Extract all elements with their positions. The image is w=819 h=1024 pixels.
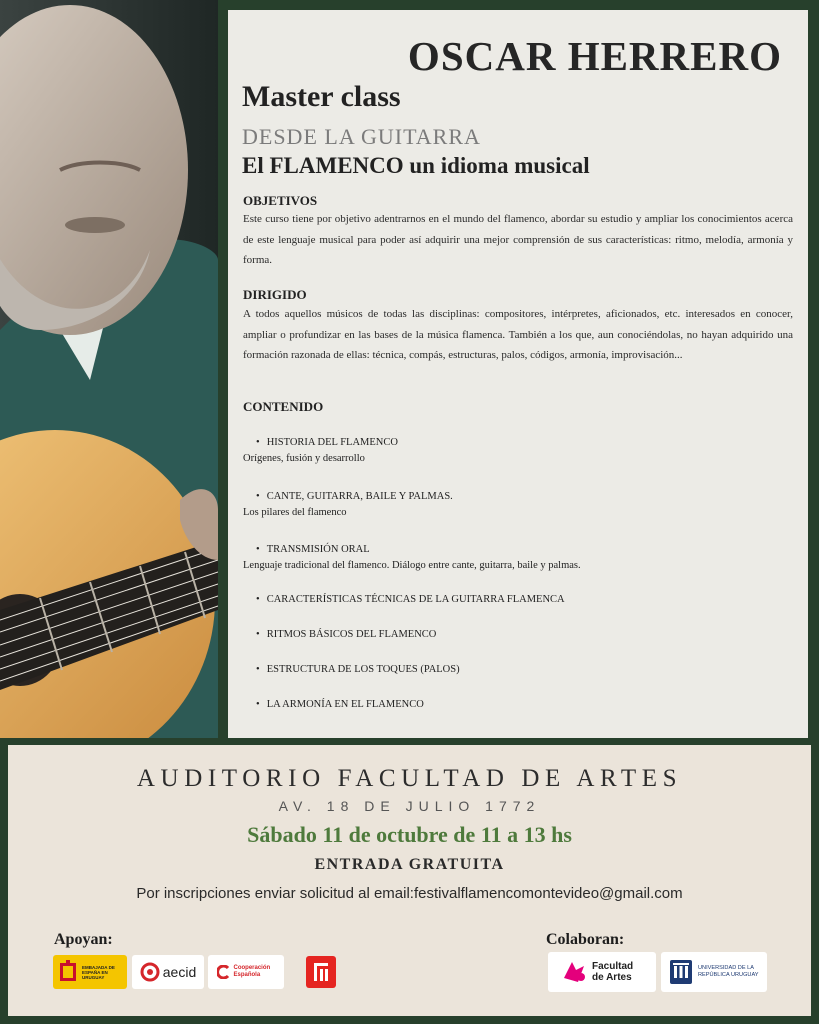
embajada-text: EMBAJADA DE ESPAÑA EN URUGUAY: [82, 964, 115, 980]
embajada-logo: [53, 955, 127, 989]
red-logo: [306, 956, 336, 988]
list-item-title: • RITMOS BÁSICOS DEL FLAMENCO: [243, 629, 793, 640]
list-item-title: • CARACTERÍSTICAS TÉCNICAS DE LA GUITARRA FLAMENCA: [243, 594, 793, 605]
subtitle: Master class: [242, 80, 401, 113]
contenido-heading: CONTENIDO: [243, 399, 324, 414]
coat-of-arms-icon: [57, 959, 79, 985]
tagline: DESDE LA GUITARRA: [242, 124, 481, 149]
venue: AUDITORIO FACULTAD DE ARTES: [136, 765, 683, 792]
list-item-desc: Los pilares del flamenco: [243, 507, 347, 518]
cooperacion-icon: [217, 965, 231, 979]
address: AV. 18 DE JULIO 1772: [278, 798, 541, 814]
list-item: [243, 594, 793, 605]
colaboran-label: Colaboran:: [546, 931, 625, 948]
red-logo-icon: [311, 961, 331, 983]
aecid-logo: [132, 955, 204, 989]
event-info: [8, 745, 811, 1016]
list-item-title: • HISTORIA DEL FLAMENCO: [243, 437, 793, 448]
udelar-icon: [668, 958, 694, 986]
course-title: El FLAMENCO un idioma musical: [242, 153, 590, 178]
objetivos-text: Este curso tiene por objetivo adentrarnos en el mundo del flamenco, abordar su estudio y ampliar los conocimientos acerca de este lenguaje musical para poder así adquirir una mejor comprensión de sus características: ritmo, melodía, armonía y forma.: [243, 213, 793, 266]
list-item-title: • TRANSMISIÓN ORAL: [243, 544, 793, 555]
entry-info: ENTRADA GRATUITA: [314, 856, 505, 873]
facultad-artes-text: Facultad de Artes: [592, 961, 634, 983]
list-item: [243, 629, 793, 640]
facultad-artes-icon: [560, 958, 588, 986]
instructor-name: OSCAR HERRERO: [407, 33, 782, 79]
dirigido-heading: DIRIGIDO: [243, 287, 307, 302]
list-item-title: • CANTE, GUITARRA, BAILE Y PALMAS.: [243, 491, 793, 502]
list-item-title: • LA ARMONÍA EN EL FLAMENCO: [243, 699, 793, 710]
list-item-title: • ESTRUCTURA DE LOS TOQUES (PALOS): [243, 664, 793, 675]
list-item: [243, 437, 793, 464]
aecid-icon: [140, 962, 160, 982]
cooperacion-logo: [208, 955, 284, 989]
list-item: [243, 699, 793, 710]
list-item: [243, 491, 793, 518]
cooperacion-text: Cooperación Española: [233, 965, 271, 978]
list-item-desc: Lenguaje tradicional del flamenco. Diálogo entre cante, guitarra, baile y palmas.: [243, 560, 581, 571]
list-item: [243, 664, 793, 675]
registration-info: Por inscripciones enviar solicitud al email:festivalflamencomontevideo@gmail.com: [136, 885, 683, 902]
aecid-text: aecid: [162, 964, 197, 980]
list-item-desc: Orígenes, fusión y desarrollo: [243, 453, 365, 464]
udelar-logo: [661, 952, 767, 992]
course-info-panel: [228, 10, 808, 738]
guitarist-illustration: [0, 0, 218, 738]
guitarist-photo: [0, 0, 218, 738]
objetivos-heading: OBJETIVOS: [243, 193, 318, 208]
list-item: [243, 544, 793, 571]
udelar-text: UNIVERSIDAD DE LA REPÚBLICA URUGUAY: [698, 965, 759, 978]
facultad-artes-logo: [548, 952, 656, 992]
event-date: Sábado 11 de octubre de 11 a 13 hs: [247, 822, 572, 847]
apoyan-label: Apoyan:: [54, 931, 113, 948]
dirigido-text: A todos aquellos músicos de todas las disciplinas: compositores, intérpretes, aficionados, etc. interesados en conocer, ampliar o profundizar en las bases de la música flamenca. También a los que, aun conociéndolas, no hayan adquirido una formación razonada de ellas: técnica, compás, estructuras, palos, códigos, armonía, improvisación...: [243, 308, 793, 361]
